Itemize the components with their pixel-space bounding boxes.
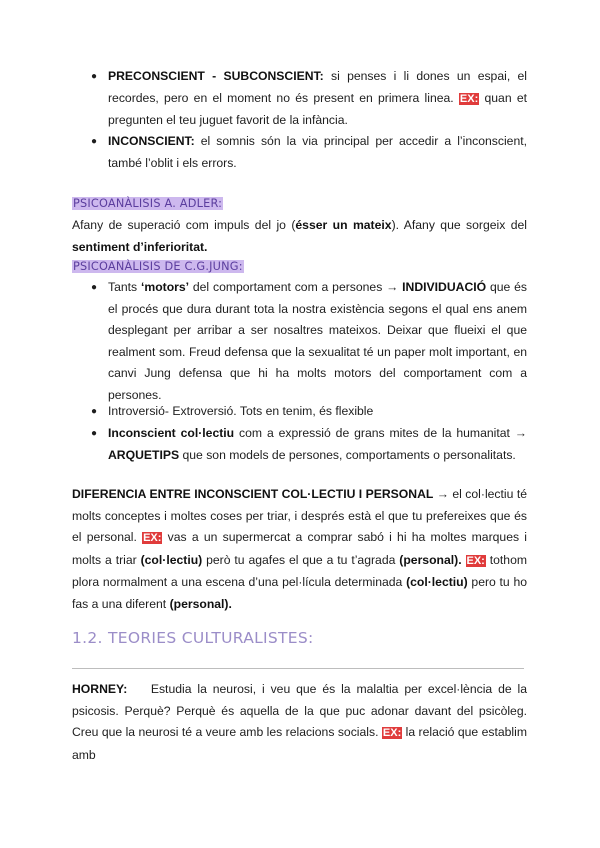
bullet-preconscient: PRECONSCIENT - SUBCONSCIENT: si penses i li dones un espai, el recordes, pero en el moment no és present en primera linea. EX: quan et pregunten el teu juguet favorit de la infància. <box>108 69 527 127</box>
ex-badge: EX: <box>382 727 402 739</box>
paragraph-adler: Afany de superació com impuls del jo (ésser un mateix). Afany que sorgeix del sentiment d’inferioritat. <box>72 218 527 254</box>
paragraph-horney: HORNEY: Estudia la neurosi, i veu que és la malaltia per excel·lència de la psicosis. Perquè? Perquè és aquella de la que puc adonar davant del psicòleg. Creu que la neurosi té a veure amb les relacions socials. EX: la relació que establim amb <box>72 682 531 762</box>
paragraph-diferencia: DIFERENCIA ENTRE INCONSCIENT COL·LECTIU I PERSONAL → el col·lectiu té molts conceptes i moltes coses per triar, i després està el que tu prefereixes que és el personal. EX: vas a un supermercat a comprar sabó i hi ha moltes marques i molts a triar (col·lectiu) però tu agafes el que a tu t’agrada (personal). EX: tothom plora normalment a una escena d’una pel·lícula determinada (col·lectiu) pero tu ho fas a una diferent (personal). <box>72 487 528 611</box>
term-preconscient: PRECONSCIENT - SUBCONSCIENT: <box>108 69 324 83</box>
ex-badge: EX: <box>459 92 479 105</box>
bullet-dot: ● <box>91 406 98 417</box>
bullet-introversio: Introversió- Extroversió. Tots en tenim, és flexible <box>108 404 374 418</box>
bullet-inconscient-collectiu: Inconscient col·lectiu com a expressió de grans mites de la humanitat → ARQUETIPS que son models de persones, comportaments o personalitats. <box>108 426 527 462</box>
section-title: 1.2. TEORIES CULTURALISTES: <box>72 629 314 647</box>
ex-badge: EX: <box>466 554 485 567</box>
heading-jung: PSICOANÀLISIS DE C.G.JUNG: <box>73 260 243 273</box>
section-divider <box>72 668 524 669</box>
bullet-dot: ● <box>91 282 98 293</box>
bullet-motors: Tants ‘motors’ del comportament com a persones → INDIVIDUACIÓ que és el procés que dura durant tota la nostra existència segons el qual ens anem desplegant per arribar a ser nosaltres mateixos. Deixar que flueixi el que realment som. Freud defensa que la sexualitat té un paper molt important, en canvi Jung defensa que hi ha molts motors del comportament com a persones. <box>108 280 527 402</box>
ex-badge: EX: <box>143 532 162 544</box>
bullet-dot: ● <box>91 428 98 439</box>
bullet-inconscient: INCONSCIENT: el somnis són la via principal per accedir a l’inconscient, també l’oblit i els errors. <box>108 134 527 170</box>
bullet-dot: ● <box>91 136 98 147</box>
bullet-dot: ● <box>91 71 98 82</box>
term-inconscient: INCONSCIENT: <box>108 134 195 148</box>
heading-adler: PSICOANÀLISIS A. ADLER: <box>73 197 223 210</box>
